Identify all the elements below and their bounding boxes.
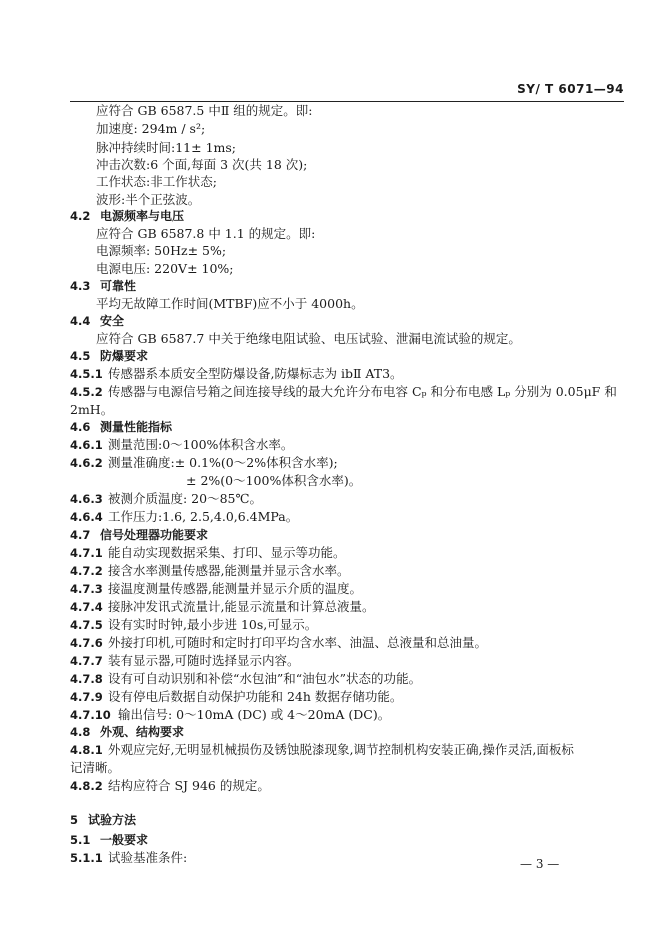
- clause-number: 4.7.7: [70, 654, 103, 668]
- clause-number: 4.7.10: [70, 708, 111, 722]
- clause-text: 接含水率测量传感器,能测量并显示含水率。: [108, 563, 350, 578]
- clause-text: 外接打印机,可随时和定时打印平均含水率、油温、总液量和总油量。: [108, 635, 487, 650]
- section-heading: 安全: [100, 314, 125, 328]
- clause-text: 设有可自动识别和补偿“水包油”和“油包水”状态的功能。: [108, 671, 422, 686]
- section-number: 4.2: [70, 209, 91, 223]
- clause-number: 4.6.2: [70, 456, 103, 470]
- clause-number: 4.7.3: [70, 582, 103, 596]
- clause-text: 测量准确度:± 0.1%(0～2%体积含水率);: [108, 455, 338, 470]
- section-number: 4.4: [70, 314, 91, 328]
- chapter-number: 5: [70, 813, 79, 827]
- clause-text: 输出信号: 0～10mA (DC) 或 4～20mA (DC)。: [118, 707, 391, 722]
- clause-text: 试验基准条件:: [108, 850, 188, 865]
- body-line: 加速度: 294m / s²;: [96, 121, 206, 136]
- body-line: 脉冲持续时间:11± 1ms;: [96, 140, 236, 155]
- clause-text: 结构应符合 SJ 946 的规定。: [108, 778, 270, 793]
- clause-number: 4.7.4: [70, 600, 103, 614]
- section-heading: 防爆要求: [100, 349, 149, 363]
- clause-text: 设有实时时钟,最小步进 10s,可显示。: [108, 617, 318, 632]
- header-rule: [70, 101, 624, 102]
- section-number: 4.7: [70, 528, 91, 542]
- clause-text: 测量范围:0～100%体积含水率。: [108, 437, 294, 452]
- clause-text: 设有停电后数据自动保护功能和 24h 数据存储功能。: [108, 689, 403, 704]
- clause-text: 接脉冲发讯式流量计,能显示流量和计算总液量。: [108, 599, 375, 614]
- section-heading: 可靠性: [100, 279, 137, 293]
- clause-number: 4.7.5: [70, 618, 103, 632]
- clause-number: 4.8.2: [70, 779, 103, 793]
- clause-number: 5.1.1: [70, 851, 103, 865]
- section-number: 4.3: [70, 279, 91, 293]
- clause-number: 4.6.4: [70, 510, 103, 524]
- body-line: 冲击次数:6 个面,每面 3 次(共 18 次);: [96, 157, 308, 172]
- section-number: 4.6: [70, 420, 91, 434]
- section-number: 4.5: [70, 349, 91, 363]
- clause-number: 4.7.6: [70, 636, 103, 650]
- section-heading: 信号处理器功能要求: [100, 528, 209, 542]
- clause-number: 4.7.1: [70, 546, 103, 560]
- section-heading: 测量性能指标: [100, 420, 173, 434]
- body-line: 应符合 GB 6587.5 中Ⅱ 组的规定。即:: [96, 103, 313, 118]
- body-line: 波形:半个正弦波。: [96, 192, 201, 207]
- clause-number: 4.5.1: [70, 367, 103, 381]
- standard-code-header: SY/ T 6071—94: [517, 82, 624, 96]
- clause-text: 传感器与电源信号箱之间连接导线的最大允许分布电容 Cₚ 和分布电感 Lₚ 分别为 0.05μF 和: [108, 384, 617, 399]
- body-line: 电源电压: 220V± 10%;: [96, 261, 234, 276]
- clause-text: 工作压力:1.6, 2.5,4.0,6.4MPa。: [108, 509, 299, 524]
- clause-text: 装有显示器,可随时选择显示内容。: [108, 653, 300, 668]
- clause-number: 4.7.8: [70, 672, 103, 686]
- clause-number: 4.7.9: [70, 690, 103, 704]
- clause-text: 传感器系本质安全型防爆设备,防爆标志为 ibⅡ AT3。: [108, 366, 403, 381]
- clause-text: 接温度测量传感器,能测量并显示介质的温度。: [108, 581, 362, 596]
- clause-number: 4.6.3: [70, 492, 103, 506]
- body-line: 应符合 GB 6587.8 中 1.1 的规定。即:: [96, 226, 316, 241]
- chapter-heading: 试验方法: [88, 813, 137, 827]
- clause-text: 外观应完好,无明显机械损伤及锈蚀脱漆现象,调节控制机构安装正确,操作灵活,面板标: [108, 742, 574, 757]
- clause-text-continued: 2mH。: [70, 402, 114, 417]
- clause-text-continued: ± 2%(0～100%体积含水率)。: [186, 473, 362, 488]
- section-heading: 电源频率与电压: [100, 209, 185, 223]
- clause-number: 4.8.1: [70, 743, 103, 757]
- section-heading: 外观、结构要求: [100, 725, 185, 739]
- clause-number: 4.6.1: [70, 438, 103, 452]
- clause-text-continued: 记清晰。: [70, 760, 121, 775]
- section-number: 5.1: [70, 833, 91, 847]
- page-number: — 3 —: [520, 857, 560, 871]
- clause-text: 被测介质温度: 20～85℃。: [108, 491, 262, 506]
- clause-number: 4.5.2: [70, 385, 103, 399]
- body-line: 电源频率: 50Hz± 5%;: [96, 243, 227, 258]
- body-line: 应符合 GB 6587.7 中关于绝缘电阻试验、电压试验、泄漏电流试验的规定。: [96, 331, 521, 346]
- section-heading: 一般要求: [100, 833, 149, 847]
- clause-number: 4.7.2: [70, 564, 103, 578]
- clause-text: 能自动实现数据采集、打印、显示等功能。: [108, 545, 346, 560]
- body-line: 平均无故障工作时间(MTBF)应不小于 4000h。: [96, 296, 364, 311]
- body-line: 工作状态:非工作状态;: [96, 174, 217, 189]
- section-number: 4.8: [70, 725, 91, 739]
